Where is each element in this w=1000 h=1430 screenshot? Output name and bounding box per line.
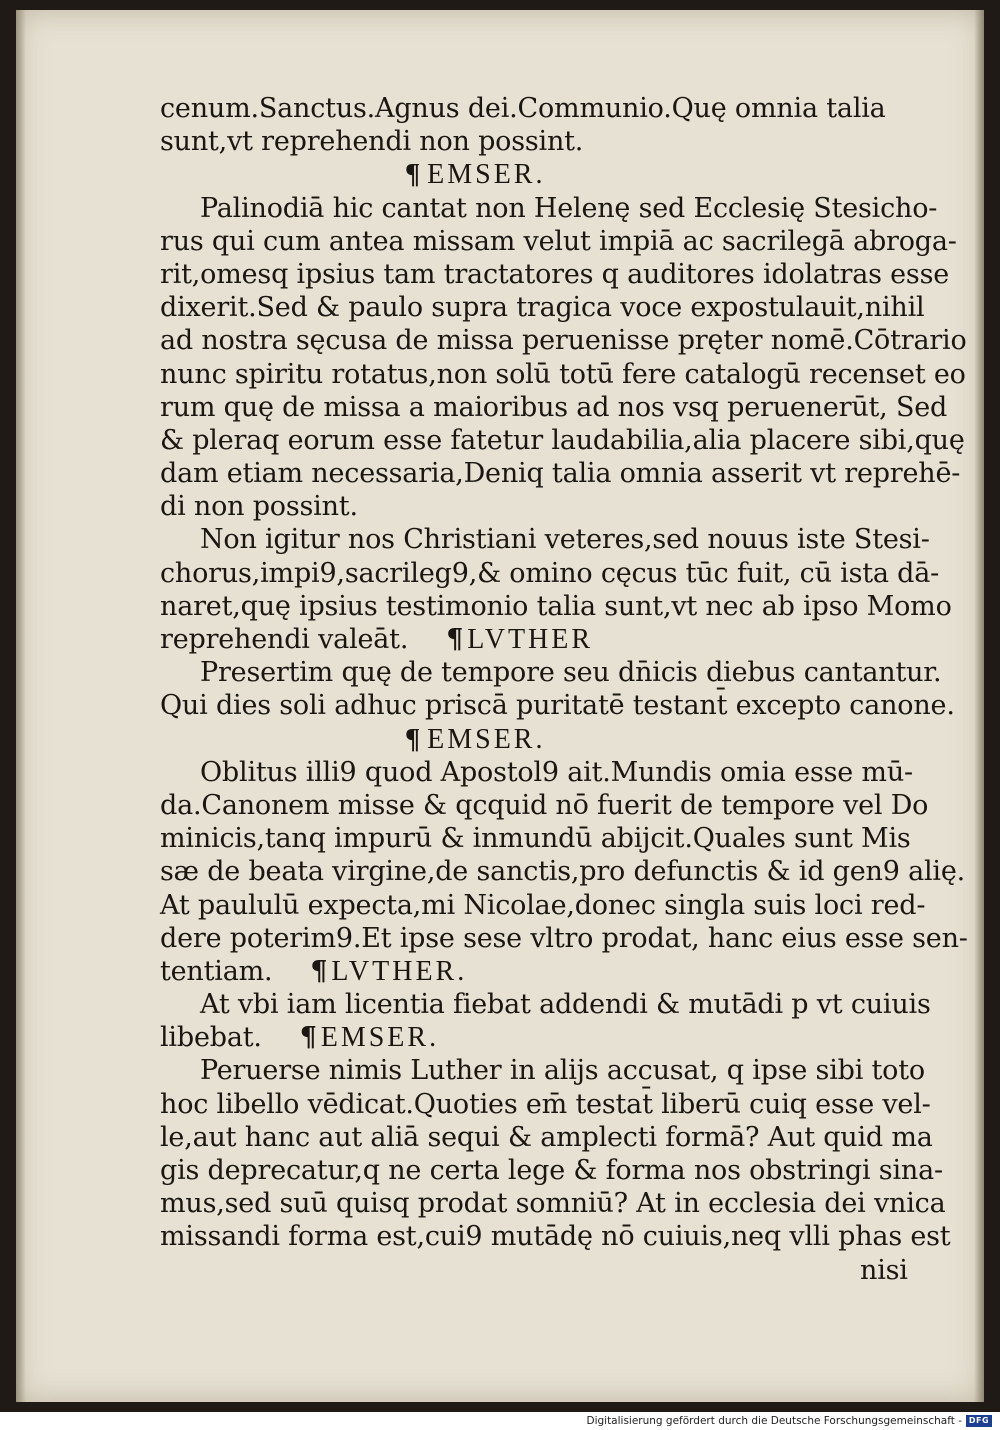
section-heading [160, 158, 900, 191]
text-line [160, 424, 965, 457]
line-text: cenum.Sanctus.Agnus dei.Communio.Quę omnia talia [160, 93, 886, 124]
funding-note: Digitalisierung gefördert durch die Deutsche Forschungsgemeinschaft - [586, 1415, 962, 1427]
line-text: Oblitus illi9 quod Apostol9 ait.Mundis omia esse mū- [200, 756, 913, 788]
line-text: nisi [860, 1254, 908, 1286]
section-heading: LVTHER [467, 624, 594, 655]
line-text: reprehendi valeāt. [160, 624, 409, 655]
text-line [160, 125, 900, 158]
text-line [160, 457, 961, 490]
line-text: minicis,tanq impurū & inmundū abijcit.Quales sunt Mis [160, 823, 911, 855]
line-text: rit,omesq ipsius tam tractatores q auditores idolatras esse [160, 258, 950, 290]
paragraph-mark-icon: ¶ [446, 624, 464, 655]
text-line [160, 822, 911, 855]
line-text: mus,sed suū quisq prodat somniū? At in ecclesia dei vnica [160, 1188, 946, 1220]
catchword [160, 1254, 908, 1287]
line-text: rum quę de missa a maioribus ad nos vsq peruenerūt, Sed [160, 391, 948, 423]
paragraph-mark-icon: ¶ [405, 723, 424, 755]
line-text: At paululū expecta,mi Nicolae,donec singla suis loci red- [160, 889, 926, 921]
text-line [160, 324, 967, 357]
text-line [160, 391, 948, 424]
line-text: di non possint. [160, 491, 358, 523]
section-heading: LVTHER. [331, 955, 468, 987]
text-line [160, 789, 929, 822]
text-line [160, 1154, 943, 1187]
line-text: tentiam. [160, 955, 273, 987]
line-text: hoc libello vēdicat.Quoties em̄ testat̄ liberū cuiq esse vel- [160, 1088, 931, 1120]
line-text: sunt,vt reprehendi non possint. [160, 126, 584, 158]
text-line [160, 1220, 951, 1253]
text-line [160, 258, 950, 291]
section-heading: EMSER. [320, 1022, 440, 1054]
text-line [160, 557, 940, 590]
paragraph-mark-icon: ¶ [299, 1022, 317, 1054]
line-text: EMSER. [427, 159, 546, 191]
line-text: Palinodiā hic cantat non Helenę sed Ecclesię Stesicho- [200, 192, 938, 224]
text-line [160, 988, 931, 1021]
text-line [160, 523, 930, 556]
text-line [160, 490, 900, 523]
text-line [160, 590, 952, 623]
line-text: da.Canonem misse & qcquid nō fuerit de tempore vel Do [160, 789, 929, 821]
text-line [160, 689, 955, 722]
paragraph-mark-icon: ¶ [310, 955, 328, 987]
text-line [160, 1054, 925, 1087]
line-text: Qui dies soli adhuc priscā puritatē testant̄ excepto canone. [160, 690, 955, 722]
line-text: & pleraq eorum esse fatetur laudabilia,alia placere sibi,quę [160, 424, 965, 456]
line-text: Peruerse nimis Luther in alijs accusat, q ipse sibi toto [200, 1055, 925, 1087]
line-text: dere poterim9.Et ipse sese vltro prodat, hanc eius esse sen- [160, 922, 968, 954]
paragraph-mark-icon: ¶ [405, 159, 424, 191]
line-text: rus qui cum antea missam velut impiā ac sacrilegā abroga- [160, 225, 957, 257]
text-line [160, 1121, 933, 1154]
footer-bar [0, 1412, 1000, 1430]
line-text: gis deprecatur,q ne certa lege & forma nos obstringi sina- [160, 1155, 943, 1186]
text-line [160, 1088, 931, 1121]
dfg-logo: DFG [966, 1415, 992, 1427]
text-line [160, 291, 925, 324]
section-heading [160, 723, 900, 756]
line-text: missandi forma est,cui9 mutādę nō cuiuis,neq vlli phas est [160, 1221, 951, 1253]
text-line [160, 656, 942, 689]
page-text-block [160, 92, 968, 1287]
line-text: libebat. [160, 1022, 262, 1054]
line-text: EMSER. [427, 723, 546, 755]
text-line [160, 922, 968, 955]
text-line [160, 225, 957, 258]
line-text: Non igitur nos Christiani veteres,sed nouus iste Stesi- [200, 524, 930, 556]
line-text: ad nostra sęcusa de missa peruenisse pręter nomē.Cōtrario [160, 325, 967, 357]
line-text: nunc spiritu rotatus,non solū totū fere catalogū recenset eo [160, 358, 966, 390]
line-text: naret,quę ipsius testimonio talia sunt,vt nec ab ipso Momo [160, 590, 952, 622]
line-text: Presertim quę de tempore seu dn̄icis diebus cantantur. [200, 657, 942, 689]
line-text: dixerit.Sed & paulo supra tragica voce expostulauit,nihil [160, 292, 925, 324]
text-line [160, 756, 913, 789]
line-text: At vbi iam licentia fiebat addendi & mutādi p vt cuiuis [200, 989, 931, 1021]
text-line [160, 855, 966, 888]
text-line [160, 192, 938, 225]
line-text: le,aut hanc aut aliā sequi & amplecti formā? Aut quid ma [160, 1121, 933, 1153]
text-line [160, 1021, 900, 1054]
line-text: sæ de beata virgine,de sanctis,pro defunctis & id gen9 alię. [160, 856, 966, 888]
text-line [160, 1187, 946, 1220]
page-edge-left [16, 10, 26, 1402]
page-edge-right [974, 10, 984, 1402]
text-line [160, 358, 966, 391]
line-text: dam etiam necessaria,Deniq talia omnia asserit vt reprehē- [160, 458, 961, 490]
text-line [160, 92, 900, 125]
text-line [160, 623, 900, 656]
text-line [160, 889, 926, 922]
text-line [160, 955, 900, 988]
line-text: chorus,impi9,sacrileg9,& omino cęcus tūc fuit, cū ista dā- [160, 557, 940, 589]
